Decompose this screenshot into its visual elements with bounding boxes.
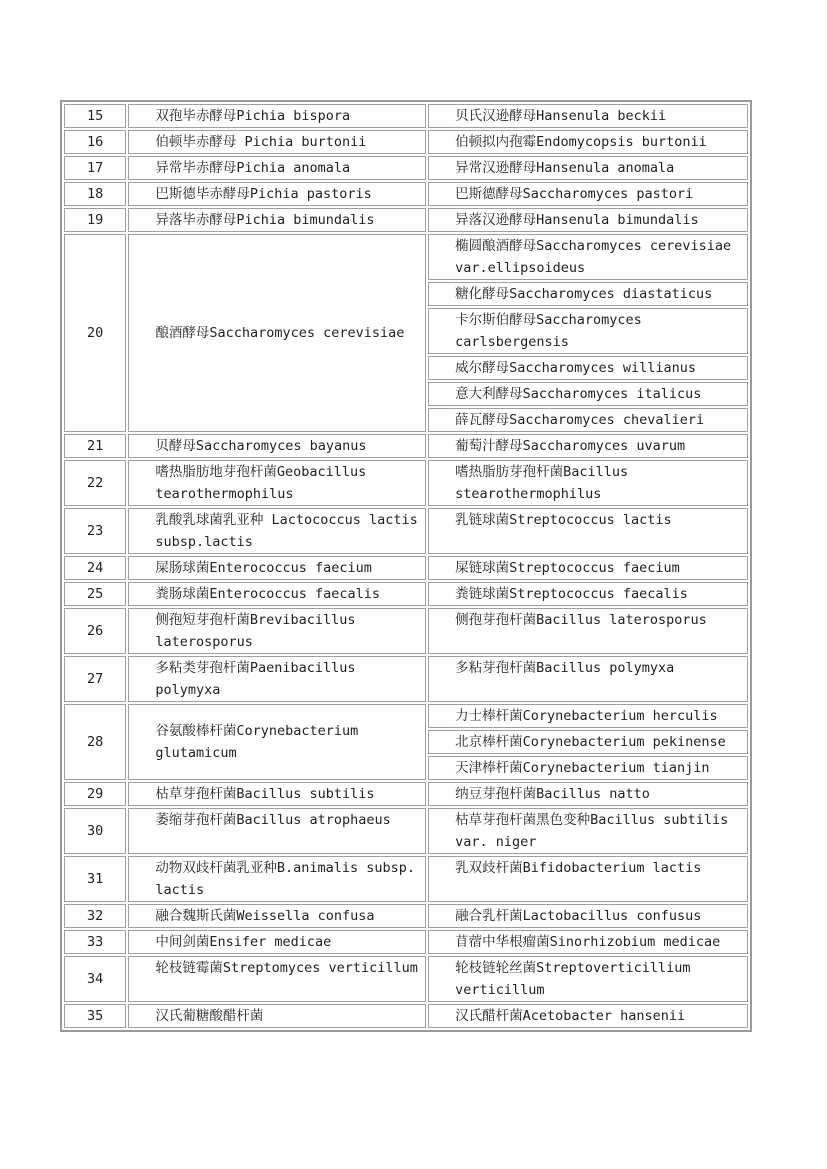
- table-row: [64, 904, 748, 928]
- table-row: [64, 156, 748, 180]
- row-number: 32: [64, 904, 126, 928]
- table-row: [64, 104, 748, 128]
- current-name: 酿酒酵母Saccharomyces cerevisiae: [128, 234, 426, 432]
- current-name: 多粘类芽孢杆菌Paenibacillus polymyxa: [128, 656, 426, 702]
- table-row: [64, 234, 748, 280]
- former-name: 力士棒杆菌Corynebacterium herculis: [428, 704, 748, 728]
- table-row: [64, 208, 748, 232]
- row-number: 28: [64, 704, 126, 780]
- current-name: 嗜热脂肪地芽孢杆菌Geobacillus tearothermophilus: [128, 460, 426, 506]
- table-row: [64, 556, 748, 580]
- current-name: 轮枝链霉菌Streptomyces verticillum: [128, 956, 426, 1002]
- strain-name-table: [60, 100, 752, 1032]
- row-number: 31: [64, 856, 126, 902]
- table-row: [64, 782, 748, 806]
- current-name: 异落毕赤酵母Pichia bimundalis: [128, 208, 426, 232]
- table-row: [64, 656, 748, 702]
- former-name: 葡萄汁酵母Saccharomyces uvarum: [428, 434, 748, 458]
- current-name: 屎肠球菌Enterococcus faecium: [128, 556, 426, 580]
- row-number: 30: [64, 808, 126, 854]
- row-number: 19: [64, 208, 126, 232]
- table-row: [64, 856, 748, 902]
- row-number: 21: [64, 434, 126, 458]
- row-number: 25: [64, 582, 126, 606]
- table-row: [64, 808, 748, 854]
- row-number: 34: [64, 956, 126, 1002]
- former-name: 嗜热脂肪芽孢杆菌Bacillus stearothermophilus: [428, 460, 748, 506]
- current-name: 中间剑菌Ensifer medicae: [128, 930, 426, 954]
- current-name: 谷氨酸棒杆菌Corynebacterium glutamicum: [128, 704, 426, 780]
- table-row: [64, 930, 748, 954]
- former-name: 多粘芽孢杆菌Bacillus polymyxa: [428, 656, 748, 702]
- current-name: 巴斯德毕赤酵母Pichia pastoris: [128, 182, 426, 206]
- former-name: 糖化酵母Saccharomyces diastaticus: [428, 282, 748, 306]
- former-name: 融合乳杆菌Lactobacillus confusus: [428, 904, 748, 928]
- current-name: 萎缩芽孢杆菌Bacillus atrophaeus: [128, 808, 426, 854]
- current-name: 侧孢短芽孢杆菌Brevibacillus laterosporus: [128, 608, 426, 654]
- table-row: [64, 508, 748, 554]
- current-name: 乳酸乳球菌乳亚种 Lactococcus lactis subsp.lactis: [128, 508, 426, 554]
- former-name: 伯顿拟内孢霉Endomycopsis burtonii: [428, 130, 748, 154]
- former-name: 异常汉逊酵母Hansenula anomala: [428, 156, 748, 180]
- current-name: 双孢毕赤酵母Pichia bispora: [128, 104, 426, 128]
- row-number: 18: [64, 182, 126, 206]
- former-name: 汉氏醋杆菌Acetobacter hansenii: [428, 1004, 748, 1028]
- table-row: [64, 1004, 748, 1028]
- table-row: [64, 460, 748, 506]
- former-name: 枯草芽孢杆菌黑色变种Bacillus subtilis var. niger: [428, 808, 748, 854]
- row-number: 23: [64, 508, 126, 554]
- table-row: [64, 704, 748, 728]
- former-name: 轮枝链轮丝菌Streptoverticillium verticillum: [428, 956, 748, 1002]
- former-name: 椭圆酿酒酵母Saccharomyces cerevisiae var.ellipsoideus: [428, 234, 748, 280]
- former-name: 威尔酵母Saccharomyces willianus: [428, 356, 748, 380]
- former-name: 巴斯德酵母Saccharomyces pastori: [428, 182, 748, 206]
- table-row: [64, 956, 748, 1002]
- former-name: 卡尔斯伯酵母Saccharomyces carlsbergensis: [428, 308, 748, 354]
- current-name: 异常毕赤酵母Pichia anomala: [128, 156, 426, 180]
- former-name: 薛瓦酵母Saccharomyces chevalieri: [428, 408, 748, 432]
- former-name: 北京棒杆菌Corynebacterium pekinense: [428, 730, 748, 754]
- row-number: 17: [64, 156, 126, 180]
- row-number: 20: [64, 234, 126, 432]
- former-name: 乳双歧杆菌Bifidobacterium lactis: [428, 856, 748, 902]
- current-name: 融合魏斯氏菌Weissella confusa: [128, 904, 426, 928]
- row-number: 22: [64, 460, 126, 506]
- table-row: [64, 434, 748, 458]
- former-name: 苜蓿中华根瘤菌Sinorhizobium medicae: [428, 930, 748, 954]
- current-name: 动物双歧杆菌乳亚种B.animalis subsp. lactis: [128, 856, 426, 902]
- row-number: 29: [64, 782, 126, 806]
- table-row: [64, 582, 748, 606]
- table-row: [64, 182, 748, 206]
- former-name: 异落汉逊酵母Hansenula bimundalis: [428, 208, 748, 232]
- current-name: 汉氏葡糖酸醋杆菌: [128, 1004, 426, 1028]
- current-name: 伯顿毕赤酵母 Pichia burtonii: [128, 130, 426, 154]
- table-row: [64, 130, 748, 154]
- former-name: 侧孢芽孢杆菌Bacillus laterosporus: [428, 608, 748, 654]
- current-name: 枯草芽孢杆菌Bacillus subtilis: [128, 782, 426, 806]
- former-name: 屎链球菌Streptococcus faecium: [428, 556, 748, 580]
- former-name: 纳豆芽孢杆菌Bacillus natto: [428, 782, 748, 806]
- former-name: 乳链球菌Streptococcus lactis: [428, 508, 748, 554]
- former-name: 意大利酵母Saccharomyces italicus: [428, 382, 748, 406]
- row-number: 16: [64, 130, 126, 154]
- former-name: 粪链球菌Streptococcus faecalis: [428, 582, 748, 606]
- row-number: 24: [64, 556, 126, 580]
- row-number: 15: [64, 104, 126, 128]
- table-row: [64, 608, 748, 654]
- row-number: 35: [64, 1004, 126, 1028]
- row-number: 26: [64, 608, 126, 654]
- row-number: 33: [64, 930, 126, 954]
- current-name: 粪肠球菌Enterococcus faecalis: [128, 582, 426, 606]
- former-name: 天津棒杆菌Corynebacterium tianjin: [428, 756, 748, 780]
- current-name: 贝酵母Saccharomyces bayanus: [128, 434, 426, 458]
- former-name: 贝氏汉逊酵母Hansenula beckii: [428, 104, 748, 128]
- document-page: [60, 100, 752, 1032]
- row-number: 27: [64, 656, 126, 702]
